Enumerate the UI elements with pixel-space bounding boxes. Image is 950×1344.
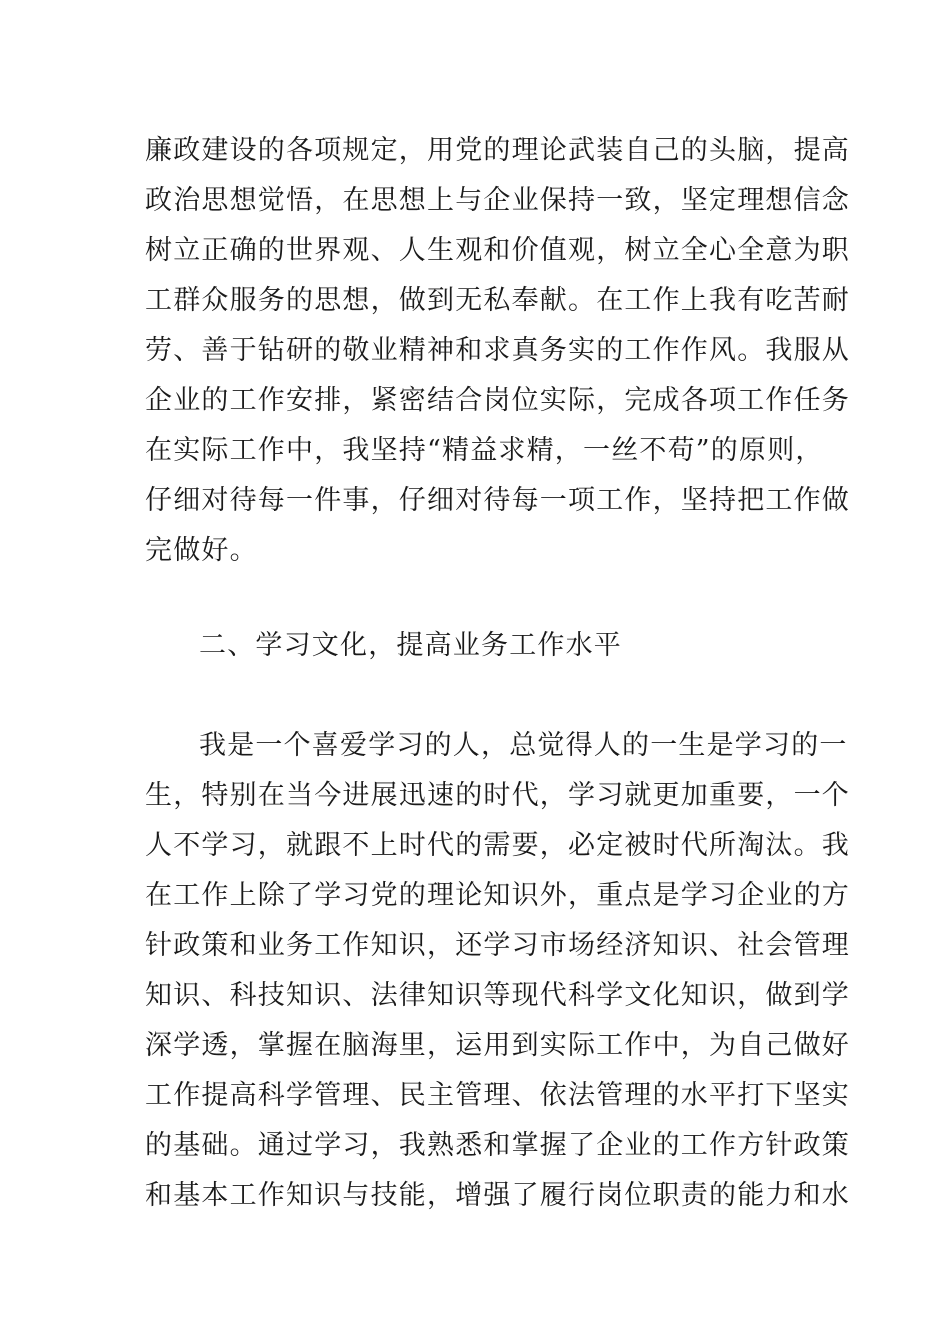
paragraph-1-line: 企业的工作安排，紧密结合岗位实际，完成各项工作任务 — [145, 385, 850, 416]
paragraph-2-line: 知识、科技知识、法律知识等现代科学文化知识，做到学 — [145, 980, 850, 1011]
section-heading: 二、学习文化，提高业务工作水平 — [199, 630, 622, 661]
paragraph-1-line: 工群众服务的思想，做到无私奉献。在工作上我有吃苦耐 — [145, 285, 850, 316]
paragraph-1-line: 树立正确的世界观、人生观和价值观，树立全心全意为职 — [145, 235, 850, 266]
paragraph-2-line: 和基本工作知识与技能，增强了履行岗位职责的能力和水 — [145, 1180, 850, 1211]
paragraph-2-line: 的基础。通过学习，我熟悉和掌握了企业的工作方针政策 — [145, 1130, 850, 1161]
paragraph-2-line: 深学透，掌握在脑海里，运用到实际工作中，为自己做好 — [145, 1030, 850, 1061]
paragraph-1-line: 在实际工作中，我坚持“精益求精，一丝不苟”的原则， — [145, 435, 824, 466]
paragraph-1-line: 廉政建设的各项规定，用党的理论武装自己的头脑，提高 — [145, 135, 850, 166]
paragraph-2-line: 工作提高科学管理、民主管理、依法管理的水平打下坚实 — [145, 1080, 850, 1111]
paragraph-1-line: 政治思想觉悟，在思想上与企业保持一致，坚定理想信念 — [145, 185, 850, 216]
paragraph-1-line: 劳、善于钻研的敬业精神和求真务实的工作作风。我服从 — [145, 335, 850, 366]
paragraph-2-line: 我是一个喜爱学习的人，总觉得人的一生是学习的一 — [199, 730, 848, 761]
paragraph-1-line: 仔细对待每一件事，仔细对待每一项工作，坚持把工作做 — [145, 485, 850, 516]
paragraph-2-line: 生，特别在当今进展迅速的时代，学习就更加重要，一个 — [145, 780, 850, 811]
paragraph-2-line: 在工作上除了学习党的理论知识外，重点是学习企业的方 — [145, 880, 850, 911]
paragraph-1-line: 完做好。 — [145, 535, 258, 566]
paragraph-2-line: 人不学习，就跟不上时代的需要，必定被时代所淘汰。我 — [145, 830, 850, 861]
paragraph-2-line: 针政策和业务工作知识，还学习市场经济知识、社会管理 — [145, 930, 850, 961]
